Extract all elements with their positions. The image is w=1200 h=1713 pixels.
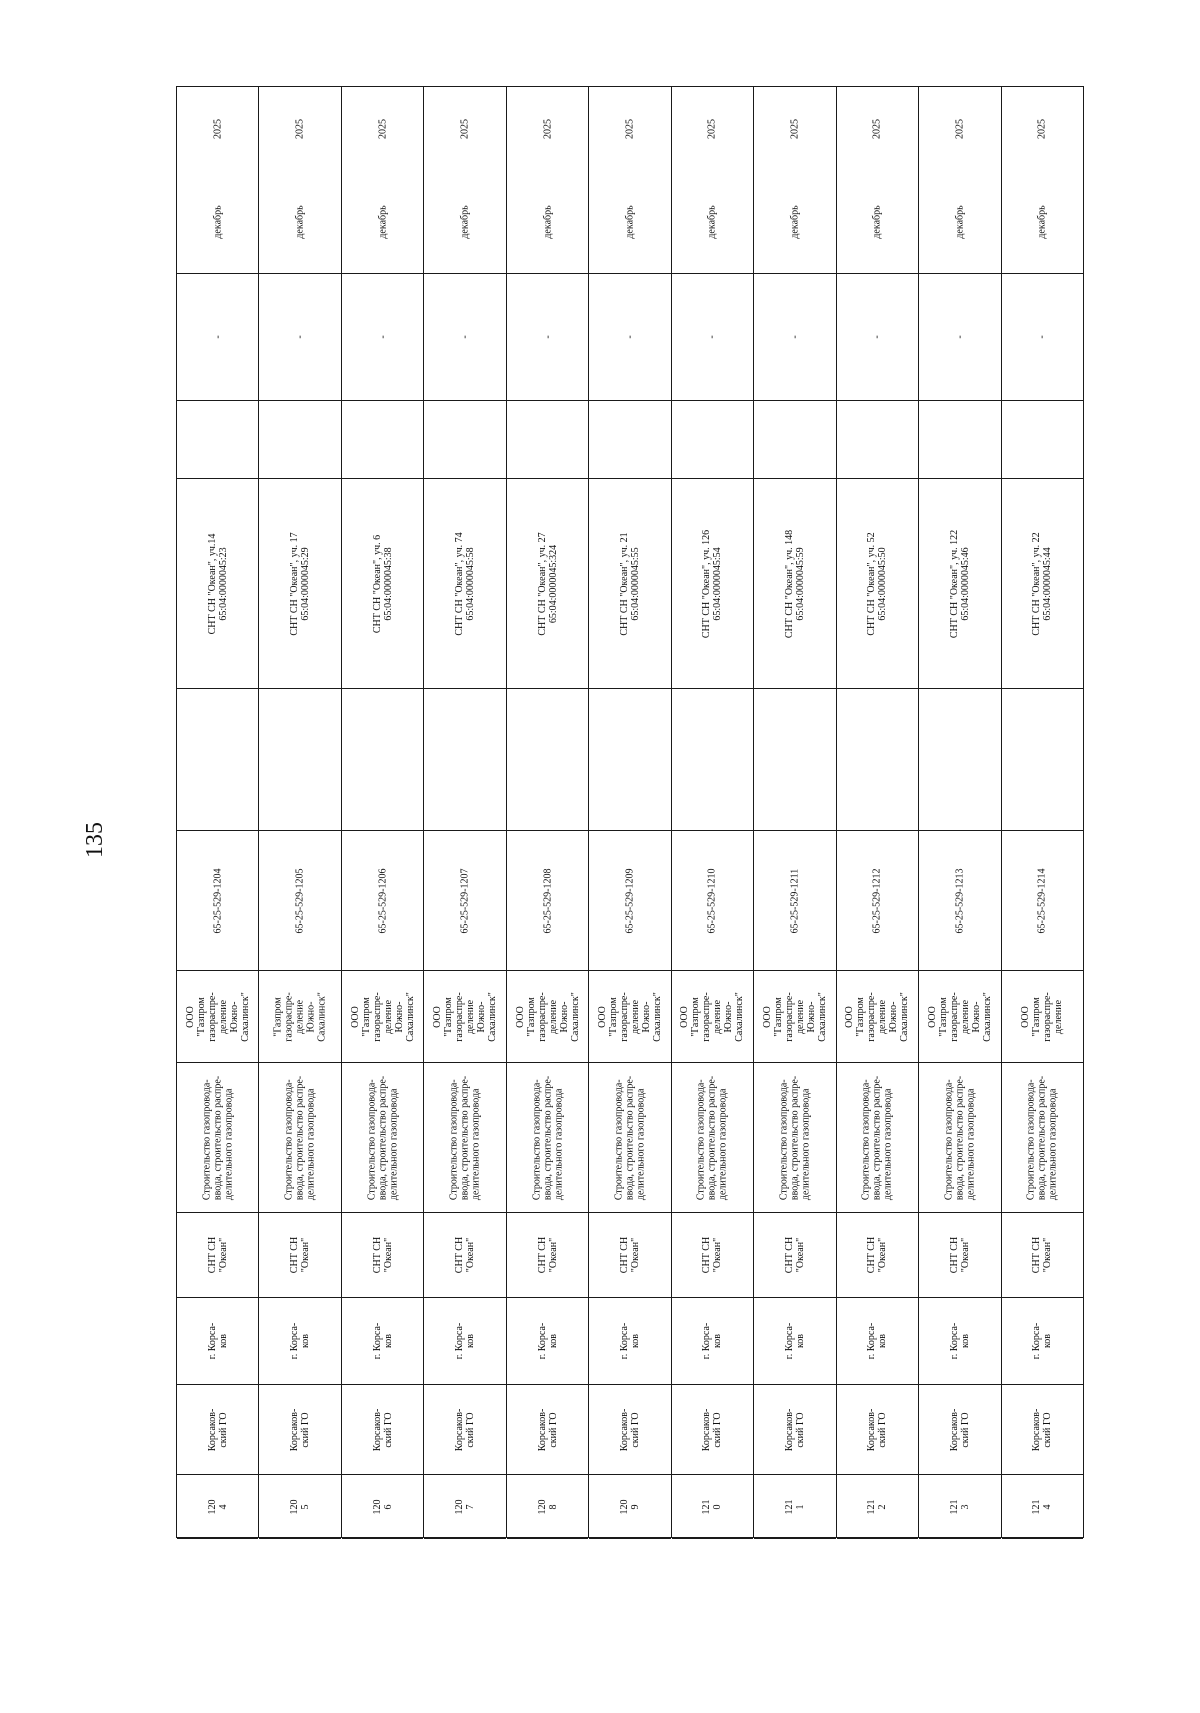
cell-month — [177, 171, 258, 274]
cell-dash — [672, 274, 753, 401]
cell-month — [342, 171, 423, 274]
cell-work-description — [507, 1063, 588, 1213]
table-row — [754, 87, 836, 1537]
cell-month-text: декабрь — [212, 205, 224, 239]
cell-year — [837, 87, 918, 171]
cell-registration-number — [589, 831, 670, 971]
cell-dash — [424, 274, 505, 401]
cell-registration-number-text: 65-25-529-1213 — [954, 868, 966, 933]
cell-registration-number-text: 65-25-529-1204 — [212, 868, 224, 933]
cell-registration-number — [507, 831, 588, 971]
cell-dash — [919, 274, 1000, 401]
table-row — [672, 87, 754, 1537]
cell-number — [507, 1475, 588, 1539]
cell-location — [177, 1213, 258, 1298]
cell-dash — [589, 274, 670, 401]
cell-work-description — [672, 1063, 753, 1213]
cell-number-text: 121 0 — [701, 1499, 724, 1514]
cell-organization — [919, 971, 1000, 1063]
cell-organization-text: ООО "Газпром газораспре- деление Южно- Сахалинск" — [844, 991, 911, 1042]
cell-work-description — [424, 1063, 505, 1213]
cell-empty — [177, 689, 258, 831]
cell-district-text: Корсаков- ский ГО — [866, 1408, 889, 1451]
cell-work-description — [919, 1063, 1000, 1213]
cell-organization — [754, 971, 835, 1063]
cell-dash-text: - — [542, 335, 554, 339]
cell-work-description-text: Строительство газопровода- ввода, строительство распре- делительного газопровода — [201, 1075, 235, 1200]
cell-registration-number-text: 65-25-529-1210 — [706, 868, 718, 933]
cell-district-text: Корсаков- ский ГО — [618, 1408, 641, 1451]
cell-empty — [342, 689, 423, 831]
cell-district — [919, 1385, 1000, 1475]
cell-dash — [259, 274, 340, 401]
cell-district — [837, 1385, 918, 1475]
cell-dash-text: - — [706, 335, 718, 339]
cell-empty — [754, 401, 835, 479]
cell-work-description-text: Строительство газопровода- ввода, строительство распре- делительного газопровода — [695, 1075, 729, 1200]
cell-registration-number-text: 65-25-529-1209 — [624, 868, 636, 933]
cell-registration-number — [1002, 831, 1083, 971]
cell-dash-text: - — [954, 335, 966, 339]
cell-address-text: СНТ СН "Океан", уч. 126 65:04:0000045:54 — [701, 529, 724, 638]
cell-work-description-text: Строительство газопровода- ввода, строительство распре- делительного газопровода — [613, 1075, 647, 1200]
cell-dash — [1002, 274, 1083, 401]
cell-registration-number-text: 65-25-529-1211 — [789, 868, 801, 933]
cell-registration-number — [177, 831, 258, 971]
cell-month-text: декабрь — [1036, 205, 1048, 239]
cell-work-description — [754, 1063, 835, 1213]
cell-locality — [507, 1298, 588, 1385]
cell-dash — [177, 274, 258, 401]
cell-month — [1002, 171, 1083, 274]
cell-month-text: декабрь — [789, 205, 801, 239]
table-row — [342, 87, 424, 1537]
cell-address-text: СНТ СН "Океан", уч.14 65:04:0000045:23 — [206, 533, 229, 634]
cell-number — [672, 1475, 753, 1539]
cell-empty — [837, 689, 918, 831]
cell-month-text: декабрь — [377, 205, 389, 239]
cell-address-text: СНТ СН "Океан", уч. 74 65:04:0000045:58 — [454, 531, 477, 636]
cell-address-text: СНТ СН "Океан", уч. 52 65:04:0000045:50 — [866, 531, 889, 636]
cell-empty — [837, 401, 918, 479]
cell-number — [589, 1475, 670, 1539]
cell-number-text: 120 4 — [206, 1499, 229, 1514]
cell-empty — [342, 401, 423, 479]
cell-number — [919, 1475, 1000, 1539]
table-row — [589, 87, 671, 1537]
cell-locality — [424, 1298, 505, 1385]
cell-number — [424, 1475, 505, 1539]
cell-registration-number-text: 65-25-529-1214 — [1036, 868, 1048, 933]
cell-number-text: 120 5 — [289, 1499, 312, 1514]
cell-work-description-text: Строительство газопровода- ввода, строительство распре- делительного газопровода — [531, 1075, 565, 1200]
cell-number — [1002, 1475, 1083, 1539]
cell-month-text: декабрь — [871, 205, 883, 239]
cell-registration-number — [754, 831, 835, 971]
cell-organization-text: ООО "Газпром газораспре- деление Южно- Сахалинск" — [679, 991, 746, 1042]
cell-organization — [424, 971, 505, 1063]
cell-year-text: 2025 — [1036, 119, 1048, 139]
cell-number — [837, 1475, 918, 1539]
cell-organization — [177, 971, 258, 1063]
cell-organization-text: ООО "Газпром газораспре- деление Южно- Сахалинск" — [926, 991, 993, 1042]
cell-year — [919, 87, 1000, 171]
table-row — [177, 87, 259, 1537]
cell-dash — [837, 274, 918, 401]
cell-dash-text: - — [1036, 335, 1048, 339]
cell-district-text: Корсаков- ский ГО — [701, 1408, 724, 1451]
cell-year-text: 2025 — [294, 119, 306, 139]
cell-number-text: 121 2 — [866, 1499, 889, 1514]
cell-registration-number — [259, 831, 340, 971]
cell-year-text: 2025 — [871, 119, 883, 139]
cell-registration-number-text: 65-25-529-1208 — [542, 868, 554, 933]
cell-number-text: 120 7 — [454, 1499, 477, 1514]
cell-location-text: СНТ СН "Океан" — [536, 1236, 559, 1274]
cell-year-text: 2025 — [789, 119, 801, 139]
cell-empty — [672, 401, 753, 479]
cell-district — [672, 1385, 753, 1475]
cell-location-text: СНТ СН "Океан" — [454, 1236, 477, 1274]
cell-address — [424, 479, 505, 689]
cell-empty — [672, 689, 753, 831]
cell-address — [589, 479, 670, 689]
cell-locality — [672, 1298, 753, 1385]
cell-district-text: Корсаков- ский ГО — [289, 1408, 312, 1451]
cell-year-text: 2025 — [377, 119, 389, 139]
cell-locality-text: г. Корса- ков — [618, 1322, 641, 1360]
cell-month-text: декабрь — [706, 205, 718, 239]
cell-empty — [589, 401, 670, 479]
cell-organization-text: ООО "Газпром газораспре- деление Южно- Сахалинск" — [761, 991, 828, 1042]
cell-year-text: 2025 — [459, 119, 471, 139]
cell-month — [672, 171, 753, 274]
cell-locality-text: г. Корса- ков — [701, 1322, 724, 1360]
cell-month-text: декабрь — [954, 205, 966, 239]
cell-year-text: 2025 — [212, 119, 224, 139]
cell-registration-number-text: 65-25-529-1206 — [377, 868, 389, 933]
cell-year — [672, 87, 753, 171]
cell-location-text: СНТ СН "Океан" — [701, 1236, 724, 1274]
cell-year — [424, 87, 505, 171]
cell-location — [259, 1213, 340, 1298]
page-number: 135 — [82, 822, 108, 858]
cell-year-text: 2025 — [542, 119, 554, 139]
cell-locality — [1002, 1298, 1083, 1385]
table-row — [919, 87, 1001, 1537]
cell-empty — [177, 401, 258, 479]
cell-address — [342, 479, 423, 689]
cell-work-description — [177, 1063, 258, 1213]
cell-district-text: Корсаков- ский ГО — [783, 1408, 806, 1451]
cell-locality — [177, 1298, 258, 1385]
cell-month — [507, 171, 588, 274]
cell-year — [589, 87, 670, 171]
cell-location-text: СНТ СН "Океан" — [371, 1236, 394, 1274]
cell-year — [754, 87, 835, 171]
cell-address — [259, 479, 340, 689]
cell-work-description — [589, 1063, 670, 1213]
cell-organization-text: ООО "Газпром газораспре- деление Южно- Сахалинск" — [349, 991, 416, 1042]
cell-registration-number — [837, 831, 918, 971]
cell-number-text: 120 6 — [371, 1499, 394, 1514]
cell-organization — [672, 971, 753, 1063]
table-row — [507, 87, 589, 1537]
cell-location — [919, 1213, 1000, 1298]
cell-locality-text: г. Корса- ков — [289, 1322, 312, 1360]
cell-district — [342, 1385, 423, 1475]
cell-district-text: Корсаков- ский ГО — [948, 1408, 971, 1451]
cell-work-description — [837, 1063, 918, 1213]
cell-address — [754, 479, 835, 689]
cell-year-text: 2025 — [954, 119, 966, 139]
cell-dash-text: - — [789, 335, 801, 339]
cell-district-text: Корсаков- ский ГО — [206, 1408, 229, 1451]
cell-year-text: 2025 — [624, 119, 636, 139]
cell-organization — [589, 971, 670, 1063]
cell-empty — [424, 401, 505, 479]
cell-location — [1002, 1213, 1083, 1298]
table-row — [837, 87, 919, 1537]
cell-year — [177, 87, 258, 171]
cell-work-description — [342, 1063, 423, 1213]
cell-organization — [507, 971, 588, 1063]
cell-organization — [342, 971, 423, 1063]
cell-locality-text: г. Корса- ков — [454, 1322, 477, 1360]
cell-location-text: СНТ СН "Океан" — [289, 1236, 312, 1274]
cell-district — [424, 1385, 505, 1475]
cell-empty — [919, 689, 1000, 831]
cell-dash-text: - — [624, 335, 636, 339]
cell-locality — [342, 1298, 423, 1385]
cell-month — [754, 171, 835, 274]
cell-registration-number — [342, 831, 423, 971]
cell-organization-text: ООО "Газпром газораспре- деление Южно- Сахалинск" — [514, 991, 581, 1042]
cell-year-text: 2025 — [706, 119, 718, 139]
cell-empty — [589, 689, 670, 831]
registry-table — [176, 86, 1084, 1538]
cell-dash-text: - — [377, 335, 389, 339]
cell-address — [837, 479, 918, 689]
cell-number-text: 120 9 — [618, 1499, 641, 1514]
cell-location-text: СНТ СН "Океан" — [948, 1236, 971, 1274]
cell-locality — [837, 1298, 918, 1385]
cell-empty — [1002, 689, 1083, 831]
cell-district-text: Корсаков- ский ГО — [454, 1408, 477, 1451]
cell-location — [342, 1213, 423, 1298]
cell-district-text: Корсаков- ский ГО — [1031, 1408, 1054, 1451]
cell-work-description — [259, 1063, 340, 1213]
cell-location-text: СНТ СН "Океан" — [783, 1236, 806, 1274]
cell-locality-text: г. Корса- ков — [371, 1322, 394, 1360]
cell-number-text: 121 3 — [948, 1499, 971, 1514]
cell-year — [342, 87, 423, 171]
cell-registration-number — [424, 831, 505, 971]
cell-location-text: СНТ СН "Океан" — [206, 1236, 229, 1274]
cell-empty — [1002, 401, 1083, 479]
cell-address-text: СНТ СН "Океан", уч. 22 65:04:0000045:44 — [1031, 531, 1054, 636]
cell-month — [424, 171, 505, 274]
cell-address-text: СНТ СН "Океан", уч. 17 65:04:0000045:29 — [289, 531, 312, 636]
cell-month — [837, 171, 918, 274]
cell-address — [507, 479, 588, 689]
cell-location-text: СНТ СН "Океан" — [1031, 1236, 1054, 1274]
cell-locality-text: г. Корса- ков — [866, 1322, 889, 1360]
cell-empty — [259, 401, 340, 479]
cell-address-text: СНТ СН "Океан", уч. 27 65:04:0000045:324 — [536, 531, 559, 636]
cell-empty — [919, 401, 1000, 479]
cell-month — [259, 171, 340, 274]
cell-location-text: СНТ СН "Океан" — [866, 1236, 889, 1274]
cell-organization-text: ООО "Газпром газораспре- деление — [1020, 991, 1065, 1042]
cell-registration-number-text: 65-25-529-1212 — [871, 868, 883, 933]
cell-dash — [754, 274, 835, 401]
cell-dash-text: - — [459, 335, 471, 339]
cell-locality — [259, 1298, 340, 1385]
cell-location — [672, 1213, 753, 1298]
cell-location — [507, 1213, 588, 1298]
cell-district-text: Корсаков- ский ГО — [536, 1408, 559, 1451]
cell-registration-number-text: 65-25-529-1207 — [459, 868, 471, 933]
cell-district — [1002, 1385, 1083, 1475]
cell-dash-text: - — [212, 335, 224, 339]
cell-empty — [507, 401, 588, 479]
table-row — [424, 87, 506, 1537]
cell-locality — [589, 1298, 670, 1385]
cell-location-text: СНТ СН "Океан" — [618, 1236, 641, 1274]
cell-year — [1002, 87, 1083, 171]
cell-dash-text: - — [871, 335, 883, 339]
cell-location — [837, 1213, 918, 1298]
cell-month — [589, 171, 670, 274]
cell-dash — [507, 274, 588, 401]
cell-organization — [259, 971, 340, 1063]
cell-location — [754, 1213, 835, 1298]
cell-dash — [342, 274, 423, 401]
cell-number-text: 121 4 — [1031, 1499, 1054, 1514]
cell-registration-number — [672, 831, 753, 971]
cell-work-description-text: Строительство газопровода- ввода, строительство распре- делительного газопровода — [366, 1075, 400, 1200]
cell-registration-number-text: 65-25-529-1205 — [294, 868, 306, 933]
cell-month-text: декабрь — [624, 205, 636, 239]
cell-organization-text: ООО "Газпром газораспре- деление Южно- Сахалинск" — [432, 991, 499, 1042]
cell-address — [1002, 479, 1083, 689]
cell-month — [919, 171, 1000, 274]
cell-address-text: СНТ СН "Океан", уч. 21 65:04:0000045:55 — [618, 531, 641, 636]
cell-locality-text: г. Корса- ков — [536, 1322, 559, 1360]
cell-address-text: СНТ СН "Океан", уч. 148 65:04:0000045:59 — [783, 529, 806, 638]
cell-locality-text: г. Корса- ков — [783, 1322, 806, 1360]
cell-dash-text: - — [294, 335, 306, 339]
cell-year — [507, 87, 588, 171]
cell-work-description-text: Строительство газопровода- ввода, строительство распре- делительного газопровода — [778, 1075, 812, 1200]
cell-locality-text: г. Корса- ков — [206, 1322, 229, 1360]
cell-address — [177, 479, 258, 689]
cell-locality — [754, 1298, 835, 1385]
cell-work-description-text: Строительство газопровода- ввода, строительство распре- делительного газопровода — [283, 1075, 317, 1200]
cell-organization-text: ООО "Газпром газораспре- деление Южно- Сахалинск" — [596, 991, 663, 1042]
cell-month-text: декабрь — [459, 205, 471, 239]
table-row — [1002, 87, 1083, 1537]
cell-month-text: декабрь — [294, 205, 306, 239]
cell-number-text: 121 1 — [783, 1499, 806, 1514]
cell-address-text: СНТ СН "Океан", уч. 122 65:04:0000045:46 — [948, 529, 971, 638]
cell-district — [177, 1385, 258, 1475]
cell-location — [424, 1213, 505, 1298]
cell-empty — [424, 689, 505, 831]
cell-month-text: декабрь — [542, 205, 554, 239]
cell-locality-text: г. Корса- ков — [948, 1322, 971, 1360]
cell-work-description — [1002, 1063, 1083, 1213]
cell-empty — [507, 689, 588, 831]
cell-number — [342, 1475, 423, 1539]
cell-number — [754, 1475, 835, 1539]
cell-empty — [754, 689, 835, 831]
cell-work-description-text: Строительство газопровода- ввода, строительство распре- делительного газопровода — [1025, 1075, 1059, 1200]
cell-organization — [837, 971, 918, 1063]
cell-district-text: Корсаков- ский ГО — [371, 1408, 394, 1451]
cell-registration-number — [919, 831, 1000, 971]
cell-district — [259, 1385, 340, 1475]
cell-organization — [1002, 971, 1083, 1063]
cell-location — [589, 1213, 670, 1298]
cell-year — [259, 87, 340, 171]
cell-organization-text: ООО "Газпром газораспре- деление Южно- Сахалинск" — [184, 991, 251, 1042]
cell-work-description-text: Строительство газопровода- ввода, строительство распре- делительного газопровода — [448, 1075, 482, 1200]
cell-work-description-text: Строительство газопровода- ввода, строительство распре- делительного газопровода — [943, 1075, 977, 1200]
cell-number-text: 120 8 — [536, 1499, 559, 1514]
cell-address — [672, 479, 753, 689]
table-row — [259, 87, 341, 1537]
cell-organization-text: "Газпром газораспре- деление Южно- Сахалинск" — [272, 991, 328, 1042]
cell-empty — [259, 689, 340, 831]
cell-work-description-text: Строительство газопровода- ввода, строительство распре- делительного газопровода — [860, 1075, 894, 1200]
cell-district — [507, 1385, 588, 1475]
cell-locality-text: г. Корса- ков — [1031, 1322, 1054, 1360]
cell-number — [259, 1475, 340, 1539]
cell-district — [754, 1385, 835, 1475]
cell-address-text: СНТ СН "Океан", уч. 6 65:04:0000045:38 — [371, 534, 394, 633]
cell-address — [919, 479, 1000, 689]
cell-district — [589, 1385, 670, 1475]
cell-number — [177, 1475, 258, 1539]
cell-locality — [919, 1298, 1000, 1385]
